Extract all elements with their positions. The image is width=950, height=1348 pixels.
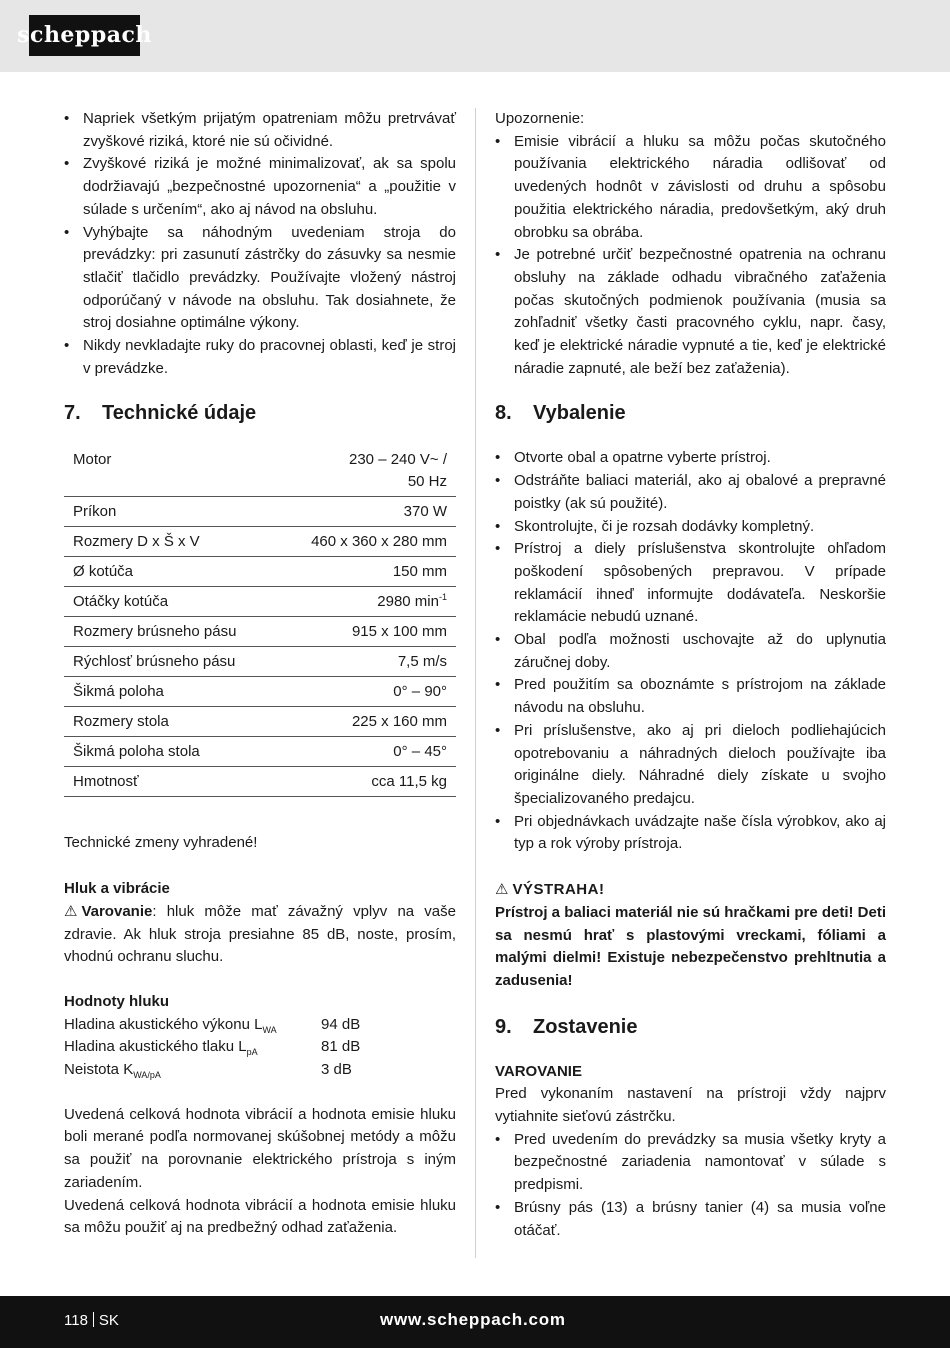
table-row [64, 647, 456, 677]
right-column [495, 108, 886, 1242]
noise-label-text: Hladina akustického tlaku L [64, 1038, 247, 1056]
section-heading-technical-data [64, 399, 456, 427]
page-number-label [64, 1310, 119, 1332]
technical-changes-note: Technické zmeny vyhradené! [64, 834, 258, 852]
spec-value: 0° – 90° [276, 677, 456, 707]
spec-value: 370 W [276, 497, 456, 527]
residual-risk-list [64, 108, 456, 380]
vibration-paragraph-1: Uvedená celková hodnota vibrácií a hodnota emisie hluku boli merané podľa normovanej skúšobnej metódy a môžu sa použiť na porovnanie elektrického prístroja s iným zariadením. [64, 1105, 456, 1191]
table-row [64, 707, 456, 737]
list-item: • Vyhýbajte sa náhodným uvedeniam stroja do prevádzky: pri zasunutí zástrčky do zásuvky sa nesmie stlačiť tlačidlo prevádzky. Používajte vložený nástroj odporúčaný v návode na obsluhu. Tak dosiahnete, že stroj dosiahne optimálne výkony. [64, 222, 456, 336]
assembly-warning-heading: VAROVANIE [495, 1062, 582, 1080]
noise-label [64, 1014, 321, 1037]
table-row [64, 677, 456, 707]
noise-value: 3 dB [321, 1061, 352, 1079]
noise-value-row [64, 1059, 456, 1082]
column-divider [475, 108, 476, 1258]
section-title: Technické údaje [102, 402, 257, 425]
spec-label: Rozmery brúsneho pásu [64, 617, 276, 647]
spec-label: Hmotnosť [64, 767, 276, 797]
list-item: • Odstráňte baliaci materiál, ako aj obalové a prepravné poistky (ak sú použité). [495, 470, 886, 515]
spec-label: Šikmá poloha stola [64, 737, 276, 767]
spec-label: Rozmery D x Š x V [64, 527, 276, 557]
noise-label [64, 1059, 321, 1082]
noise-label-text: Neistota K [64, 1061, 134, 1079]
table-row [64, 557, 456, 587]
noise-warning-paragraph [64, 901, 456, 969]
noise-label-subscript: pA [246, 1047, 258, 1058]
warning-triangle-icon: ⚠ [64, 902, 78, 920]
list-item: • Obal podľa možnosti uschovajte až do uplynutia záručnej doby. [495, 629, 886, 674]
noise-value-row [64, 1014, 456, 1037]
section-number: 8. [495, 402, 512, 425]
list-item: • Skontrolujte, či je rozsah dodávky kompletný. [495, 516, 886, 539]
note-list [495, 131, 886, 381]
spec-value: 915 x 100 mm [276, 617, 456, 647]
table-row [64, 497, 456, 527]
table-row [64, 445, 456, 497]
assembly-list [495, 1129, 886, 1243]
website-link[interactable]: www.scheppach.com [380, 1310, 566, 1329]
list-item: • Je potrebné určiť bezpečnostné opatrenia na ochranu obsluhy na základe odhadu vibračného zaťaženia počas skutočných podmienok používania (musia sa zohľadniť všetky časti pracovného cyklu, napr. časy, keď je elektrické náradie vypnuté a tie, keď je elektrické náradie zapnuté, ale beží bez zaťaženia). [495, 244, 886, 380]
list-item: • Pri príslušenstve, ako aj pri dieloch podliehajúcich opotrebovaniu a náhradných dieloch používajte iba originálne diely. Náhradné diely získate u svojho špecializovaného predajcu. [495, 720, 886, 811]
warning-heading-text: VÝSTRAHA! [512, 881, 605, 899]
noise-value: 81 dB [321, 1038, 361, 1056]
list-item: • Emisie vibrácií a hluku sa môžu počas skutočného používania elektrického náradia odlišovať od uvedených hodnôt v závislosti od druhu a spôsobu použitia elektrického náradia, predovšetkým, aký druh obrobku sa obrába. [495, 131, 886, 245]
list-item: • Nikdy nevkladajte ruky do pracovnej oblasti, keď je stroj v prevádzke. [64, 335, 456, 380]
vibration-paragraph-2: Uvedená celková hodnota vibrácií a hodnota emisie hluku sa môžu použiť aj na predbežný odhad zaťaženia. [64, 1196, 456, 1237]
noise-value: 94 dB [321, 1015, 361, 1033]
warning-triangle-icon: ⚠ [495, 881, 509, 899]
spec-label: Rýchlosť brúsneho pásu [64, 647, 276, 677]
spec-value-main: 2980 min [377, 593, 439, 611]
list-item: • Pred uvedením do prevádzky sa musia všetky kryty a bezpečnostné zariadenia namontovať v súlade s predpismi. [495, 1129, 886, 1197]
page-footer [0, 1296, 950, 1348]
noise-vibration-heading: Hluk a vibrácie [64, 880, 170, 898]
spec-value-exponent: -1 [438, 592, 447, 603]
list-item: • Prístroj a diely príslušenstva skontrolujte ohľadom poškodení spôsobených prepravou. V prípade reklamácií ihneď informujte dodávateľa. Neskoršie reklamácie nebudú uznané. [495, 538, 886, 629]
noise-label-subscript: WA/pA [133, 1070, 161, 1081]
warning-heading [495, 879, 886, 902]
spec-value: 150 mm [276, 557, 456, 587]
assembly-warning-text: Pred vykonaním nastavení na prístroji vždy najprv vytiahnite sieťovú zástrčku. [495, 1085, 886, 1126]
unpacking-list [495, 447, 886, 856]
spec-value: 0° – 45° [276, 737, 456, 767]
noise-values-heading: Hodnoty hluku [64, 992, 169, 1010]
table-row [64, 527, 456, 557]
noise-label-subscript: WA [262, 1024, 277, 1035]
spec-label: Šikmá poloha [64, 677, 276, 707]
warning-label: Varovanie [81, 902, 153, 920]
section-number: 7. [64, 402, 81, 425]
language-code: SK [98, 1312, 119, 1329]
list-item: • Zvyškové riziká je možné minimalizovať, ak sa spolu dodržiavajú „bezpečnostné upozornenia“ a „použitie v súlade s určením“, ako aj návod na obsluhu. [64, 153, 456, 221]
list-item: • Pred použitím sa oboznámte s prístrojom na základe návodu na obsluhu. [495, 674, 886, 719]
warning-text: : hluk môže mať závažný vplyv na vaše zdravie. Ak hluk stroja presiahne 85 dB, noste, prosím, vhodnú ochranu sluchu. [64, 902, 456, 966]
spec-value: 230 – 240 V~ / 50 Hz [276, 445, 456, 497]
scheppach-logo: scheppach [29, 15, 140, 56]
spec-label: Motor [64, 445, 276, 497]
specifications-table [64, 445, 456, 797]
list-item: • Otvorte obal a opatrne vyberte prístroj. [495, 447, 886, 470]
footer-separator [93, 1312, 94, 1327]
spec-value [276, 587, 456, 617]
list-item: • Brúsny pás (13) a brúsny tanier (4) sa musia voľne otáčať. [495, 1197, 886, 1242]
table-row [64, 767, 456, 797]
spec-value: 7,5 m/s [276, 647, 456, 677]
page-header [0, 0, 950, 72]
noise-label [64, 1036, 321, 1059]
list-item: • Napriek všetkým prijatým opatreniam môžu pretrvávať zvyškové riziká, ktoré nie sú očividné. [64, 108, 456, 153]
table-row [64, 737, 456, 767]
spec-label: Ø kotúča [64, 557, 276, 587]
spec-label: Príkon [64, 497, 276, 527]
spec-value: 460 x 360 x 280 mm [276, 527, 456, 557]
spec-label: Rozmery stola [64, 707, 276, 737]
list-item: • Pri objednávkach uvádzajte naše čísla výrobkov, ako aj typ a rok výroby prístroja. [495, 811, 886, 856]
spec-label: Otáčky kotúča [64, 587, 276, 617]
section-number: 9. [495, 1015, 512, 1038]
section-title: Zostavenie [533, 1015, 638, 1038]
note-heading: Upozornenie: [495, 110, 585, 127]
table-row [64, 617, 456, 647]
noise-label-text: Hladina akustického výkonu L [64, 1015, 263, 1033]
section-heading-assembly [495, 1013, 886, 1041]
spec-value: cca 11,5 kg [276, 767, 456, 797]
section-title: Vybalenie [533, 402, 626, 425]
section-heading-unpacking [495, 399, 886, 427]
noise-value-row [64, 1036, 456, 1059]
page-number: 118 [64, 1312, 88, 1329]
spec-value: 225 x 160 mm [276, 707, 456, 737]
left-column [64, 108, 456, 1240]
table-row [64, 587, 456, 617]
warning-text: Prístroj a baliaci materiál nie sú hračkami pre deti! Deti sa nesmú hrať s plastovými vreckami, fóliami a malými dielmi! Existuje nebezpečenstvo prehltnutia a zadusenia! [495, 903, 886, 989]
